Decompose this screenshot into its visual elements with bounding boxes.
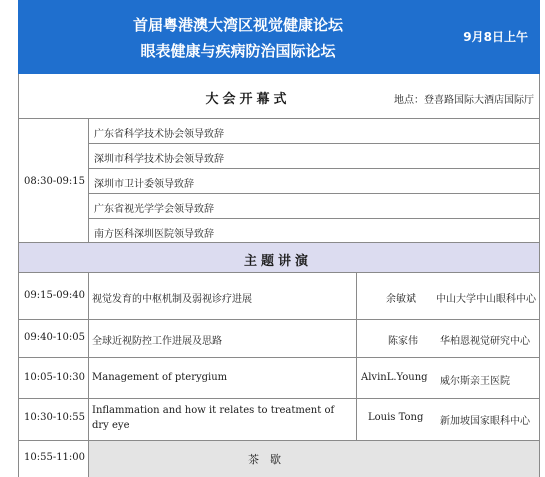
table-row [18, 272, 540, 319]
row-divider [18, 242, 540, 243]
row-divider [88, 168, 540, 169]
row-divider [18, 357, 540, 358]
table-row [18, 319, 540, 357]
row-divider [88, 193, 540, 194]
column-divider [88, 272, 89, 477]
opening-section-title: 大会开幕式 [205, 92, 291, 107]
tea-break-cell [88, 440, 540, 477]
forum-title-line2: 眼表健康与疾病防治国际论坛 [140, 42, 336, 60]
talk-speaker: 余敏斌 [386, 294, 416, 305]
row-divider [18, 272, 540, 273]
talk-org: 新加坡国家眼科中心 [440, 416, 530, 427]
talk-topic: 全球近视防控工作进展及思路 [92, 336, 222, 347]
opening-item: 广东省科学技术协会领导致辞 [94, 129, 224, 140]
talk-topic: 视觉发育的中枢机制及弱视诊疗进展 [92, 294, 252, 305]
column-divider [88, 118, 89, 242]
opening-section-header [18, 74, 540, 118]
row-divider [18, 398, 540, 399]
opening-time: 08:30-09:15 [24, 176, 86, 187]
venue-label: 地点：登喜路国际大酒店国际厅 [394, 95, 534, 106]
opening-item: 广东省视光学学会领导致辞 [94, 204, 214, 215]
row-divider [18, 118, 540, 119]
talk-speaker: Louis Tong [368, 412, 424, 423]
talk-time: 10:05-10:30 [24, 372, 86, 383]
talk-topic: Management of pterygium [92, 372, 228, 383]
row-divider [88, 143, 540, 144]
header-banner [18, 0, 540, 74]
opening-item: 南方医科深圳医院领导致辞 [94, 229, 214, 240]
session-date: 9月8日上午 [463, 30, 528, 44]
table-row [18, 398, 540, 440]
row-divider [18, 319, 540, 320]
talk-time: 09:15-09:40 [24, 290, 86, 301]
table-border-right [539, 74, 540, 477]
talk-org: 华柏恩视觉研究中心 [440, 336, 530, 347]
opening-item: 深圳市卫计委领导致辞 [94, 179, 194, 190]
row-divider [88, 218, 540, 219]
talk-speaker: 陈家伟 [388, 336, 418, 347]
talks-section-title: 主题讲演 [243, 254, 312, 269]
tea-break-label: 茶 歇 [248, 453, 281, 466]
talk-org: 威尔斯亲王医院 [440, 376, 510, 387]
talks-section-header [18, 242, 540, 272]
column-divider [356, 272, 357, 440]
table-row [18, 357, 540, 398]
talk-topic: Inflammation and how it relates to treatment of dry eye [92, 405, 335, 431]
talk-org: 中山大学中山眼科中心 [436, 294, 536, 305]
talk-time: 10:30-10:55 [24, 412, 86, 423]
table-border-left [18, 74, 19, 477]
row-divider [18, 440, 540, 441]
talk-speaker: AlvinL.Young [361, 372, 428, 383]
talk-time: 09:40-10:05 [24, 332, 86, 343]
forum-title-line1: 首届粤港澳大湾区视觉健康论坛 [132, 16, 343, 34]
opening-item: 深圳市科学技术协会领导致辞 [94, 154, 224, 165]
tea-break-time: 10:55-11:00 [24, 452, 86, 463]
